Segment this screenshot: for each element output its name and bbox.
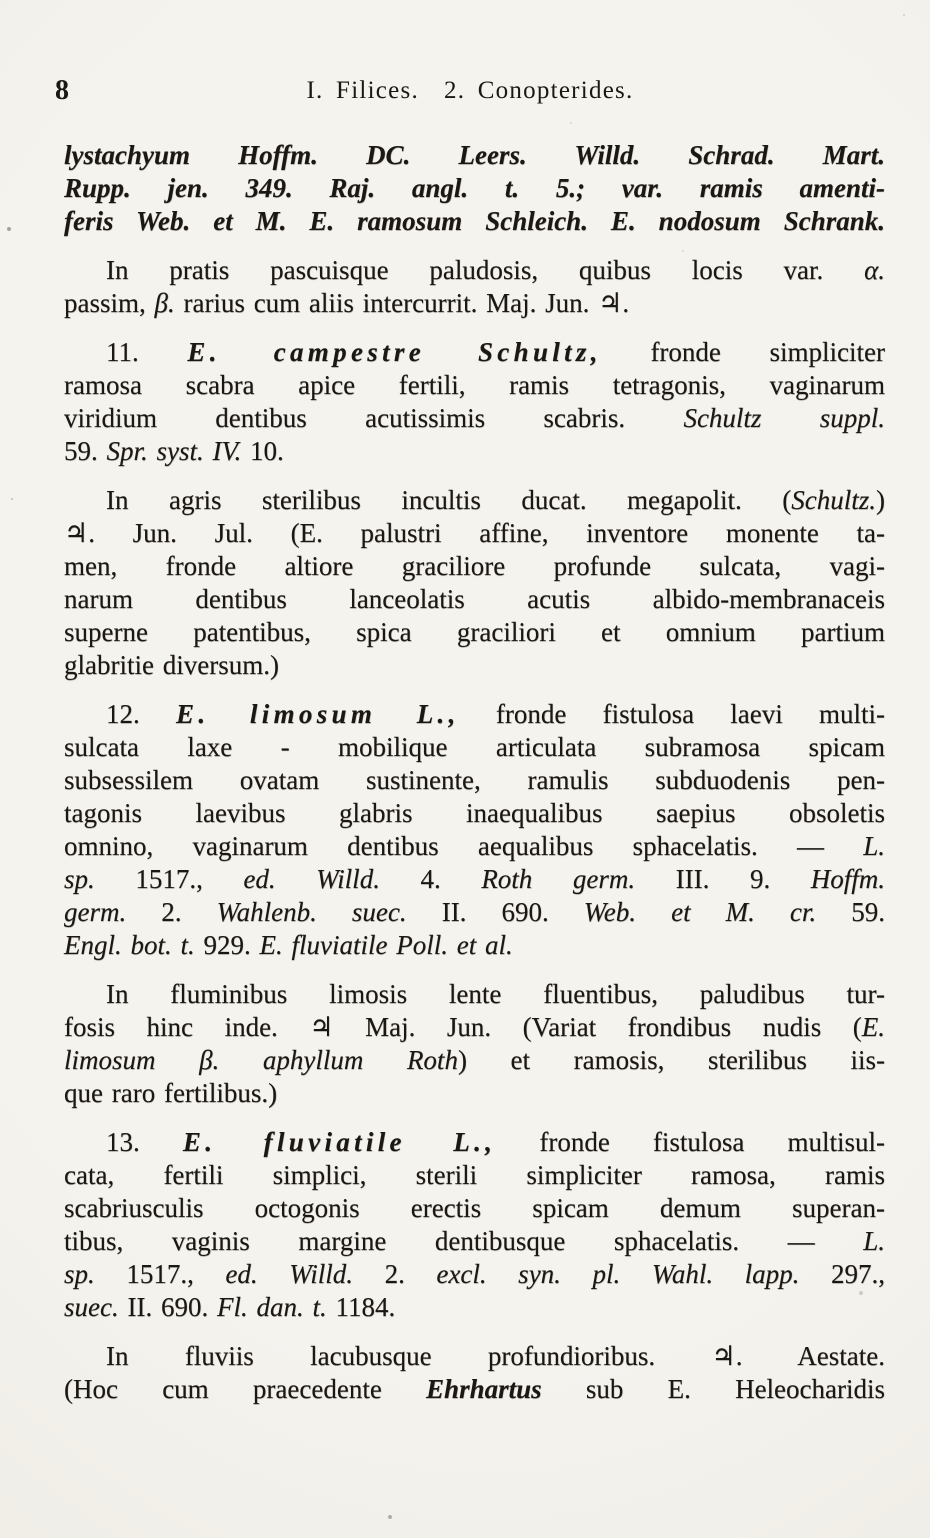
- text-run: 4.: [420, 864, 482, 894]
- text-run: tagonis laevibus glabris inaequalibus saepius obsoletis: [64, 798, 885, 828]
- text-run: In fluviis lacubusque profundioribus. ♃. Aestate.: [106, 1341, 885, 1371]
- text-line: [64, 205, 885, 238]
- text-run: omnino, vaginarum dentibus aequalibus sphacelatis. —: [64, 831, 864, 861]
- text-run: L.: [863, 831, 885, 861]
- text-run: In pratis pascuisque paludosis, quibus locis var.: [106, 255, 865, 285]
- text-run: 11.: [106, 337, 188, 367]
- text-run: 59.: [64, 436, 107, 466]
- text-line: [64, 1192, 885, 1225]
- text-run: sp.: [64, 1259, 127, 1289]
- text-line: [64, 484, 885, 517]
- text-run: 2.: [384, 1259, 437, 1289]
- text-run: Rupp. jen. 349. Raj. angl. t. 5.; var. ramis amenti-: [64, 173, 885, 203]
- text-line: [64, 1044, 885, 1077]
- text-run: men, fronde altiore graciliore profunde sulcata, vagi-: [64, 551, 885, 581]
- paragraph: [64, 139, 885, 238]
- text-run: passim,: [64, 288, 155, 318]
- text-run: suec.: [64, 1292, 128, 1322]
- text-line: [64, 1126, 885, 1159]
- text-line: [64, 583, 885, 616]
- text-run: ramosa scabra apice fertili, ramis tetragonis, vaginarum: [64, 370, 885, 400]
- text-run: Schultz.: [791, 485, 876, 515]
- text-line: [64, 863, 885, 896]
- text-run: E. fluviatile L.,: [182, 1127, 497, 1157]
- text-run: narum dentibus lanceolatis acutis albido-membranaceis: [64, 584, 885, 614]
- text-run: cata, fertili simplici, sterili simpliciter ramosa, ramis: [64, 1160, 885, 1190]
- paragraph: [64, 254, 885, 320]
- text-run: 929.: [203, 930, 260, 960]
- text-run: II. 690.: [127, 1292, 217, 1322]
- text-run: E.: [861, 1012, 885, 1042]
- text-line: [64, 254, 885, 287]
- text-run: ) et ramosis, sterilibus iis-: [457, 1045, 886, 1075]
- text-run: Roth germ.: [481, 864, 676, 894]
- text-run: β.: [154, 288, 175, 318]
- text-run: scabriusculis octogonis erectis spicam demum superan-: [64, 1193, 885, 1223]
- text-line: [64, 830, 885, 863]
- text-run: In agris sterilibus incultis ducat. megapolit. (: [106, 485, 792, 515]
- text-run: II. 690.: [441, 897, 584, 927]
- text-run: 59.: [851, 897, 885, 927]
- text-line: [64, 649, 885, 682]
- text-run: III. 9.: [675, 864, 811, 894]
- text-line: [64, 616, 885, 649]
- text-line: [64, 1159, 885, 1192]
- text-run: sp.: [64, 864, 136, 894]
- text-run: Engl. bot. t.: [64, 930, 204, 960]
- text-run: 13.: [106, 1127, 183, 1157]
- text-run: subsessilem ovatam sustinente, ramulis subduodenis pen-: [64, 765, 885, 795]
- text-line: [64, 929, 885, 962]
- text-line: [64, 287, 885, 320]
- text-run: feris Web. et M. E. ramosum Schleich. E. nodosum Schrank.: [64, 206, 885, 236]
- text-run: 1184.: [335, 1292, 396, 1322]
- page-text: [64, 139, 885, 1422]
- text-run: Hoffm.: [810, 864, 886, 894]
- text-run: tibus, vaginis margine dentibusque sphacelatis. —: [64, 1226, 864, 1256]
- text-run: L.: [863, 1226, 885, 1256]
- text-run: (Hoc cum praecedente: [64, 1374, 427, 1404]
- text-run: fronde fistulosa laevi multi-: [459, 699, 885, 729]
- text-run: sub E. Heleocharidis: [541, 1374, 886, 1404]
- text-line: [64, 797, 885, 830]
- text-run: glabritie diversum.): [64, 650, 279, 680]
- text-line: [64, 1291, 885, 1324]
- text-run: E. fluviatile Poll. et al.: [259, 930, 513, 960]
- text-line: [64, 550, 885, 583]
- running-title: I. Filices. 2. Conopterides.: [306, 77, 634, 104]
- page-number: 8: [55, 75, 69, 106]
- text-run: E. campestre Schultz,: [187, 337, 602, 367]
- text-run: limosum β. aphyllum Roth: [64, 1045, 458, 1075]
- text-run: fronde simpliciter: [601, 337, 885, 367]
- text-run: 2.: [161, 897, 217, 927]
- text-run: excl. syn. pl. Wahl. lapp.: [436, 1259, 832, 1289]
- text-line: [64, 336, 885, 369]
- text-run: 10.: [250, 436, 284, 466]
- text-line: [64, 1373, 885, 1406]
- paragraph: [64, 978, 885, 1110]
- text-run: α.: [864, 255, 885, 285]
- text-line: [64, 1258, 885, 1291]
- page-header: [55, 74, 885, 108]
- text-line: [64, 435, 885, 468]
- text-run: 12.: [106, 699, 176, 729]
- text-line: [64, 698, 885, 731]
- text-line: [64, 1225, 885, 1258]
- text-run: superne patentibus, spica graciliori et omnium partium: [64, 617, 885, 647]
- text-run: viridium dentibus acutissimis scabris.: [64, 403, 684, 433]
- text-run: ed. Willd.: [243, 864, 421, 894]
- text-run: sulcata laxe - mobilique articulata subramosa spicam: [64, 732, 885, 762]
- text-line: [64, 139, 885, 172]
- text-run: Web. et M. cr.: [583, 897, 852, 927]
- text-run: Fl. dan. t.: [216, 1292, 336, 1322]
- text-run: In fluminibus limosis lente fluentibus, paludibus tur-: [106, 979, 885, 1009]
- text-line: [64, 402, 885, 435]
- text-run: 1517.,: [126, 1259, 226, 1289]
- text-run: fosis hinc inde. ♃ Maj. Jun. (Variat frondibus nudis (: [64, 1012, 862, 1042]
- text-line: [64, 517, 885, 550]
- text-run: 1517.,: [135, 864, 244, 894]
- text-run: lystachyum Hoffm. DC. Leers. Willd. Schrad. Mart.: [64, 140, 885, 170]
- text-line: [64, 731, 885, 764]
- paragraph: [64, 1126, 885, 1324]
- text-run: E. limosum L.,: [175, 699, 460, 729]
- text-run: rarius cum aliis intercurrit. Maj. Jun. ♃.: [174, 288, 630, 318]
- text-run: fronde fistulosa multisul-: [496, 1127, 885, 1157]
- text-line: [64, 369, 885, 402]
- paragraph: [64, 1340, 885, 1406]
- text-run: que raro fertilibus.): [64, 1078, 278, 1108]
- text-run: Wahlenb. suec.: [216, 897, 442, 927]
- text-run: ): [876, 485, 885, 515]
- paragraph: [64, 698, 885, 962]
- text-line: [64, 764, 885, 797]
- paragraph: [64, 336, 885, 468]
- text-line: [64, 896, 885, 929]
- text-run: ♃. Jun. Jul. (E. palustri affine, inventore monente ta-: [64, 518, 885, 548]
- text-run: Spr. syst. IV.: [106, 436, 251, 466]
- paragraph: [64, 484, 885, 682]
- text-run: ed. Willd.: [225, 1259, 385, 1289]
- text-run: Schultz suppl.: [683, 403, 885, 433]
- text-line: [64, 172, 885, 205]
- text-run: germ.: [64, 897, 162, 927]
- text-run: 297.,: [831, 1259, 886, 1289]
- text-line: [64, 978, 885, 1011]
- text-line: [64, 1011, 885, 1044]
- text-run: Ehrhartus: [426, 1374, 542, 1404]
- text-line: [64, 1077, 885, 1110]
- paper-specks: [0, 0, 2, 2]
- text-line: [64, 1340, 885, 1373]
